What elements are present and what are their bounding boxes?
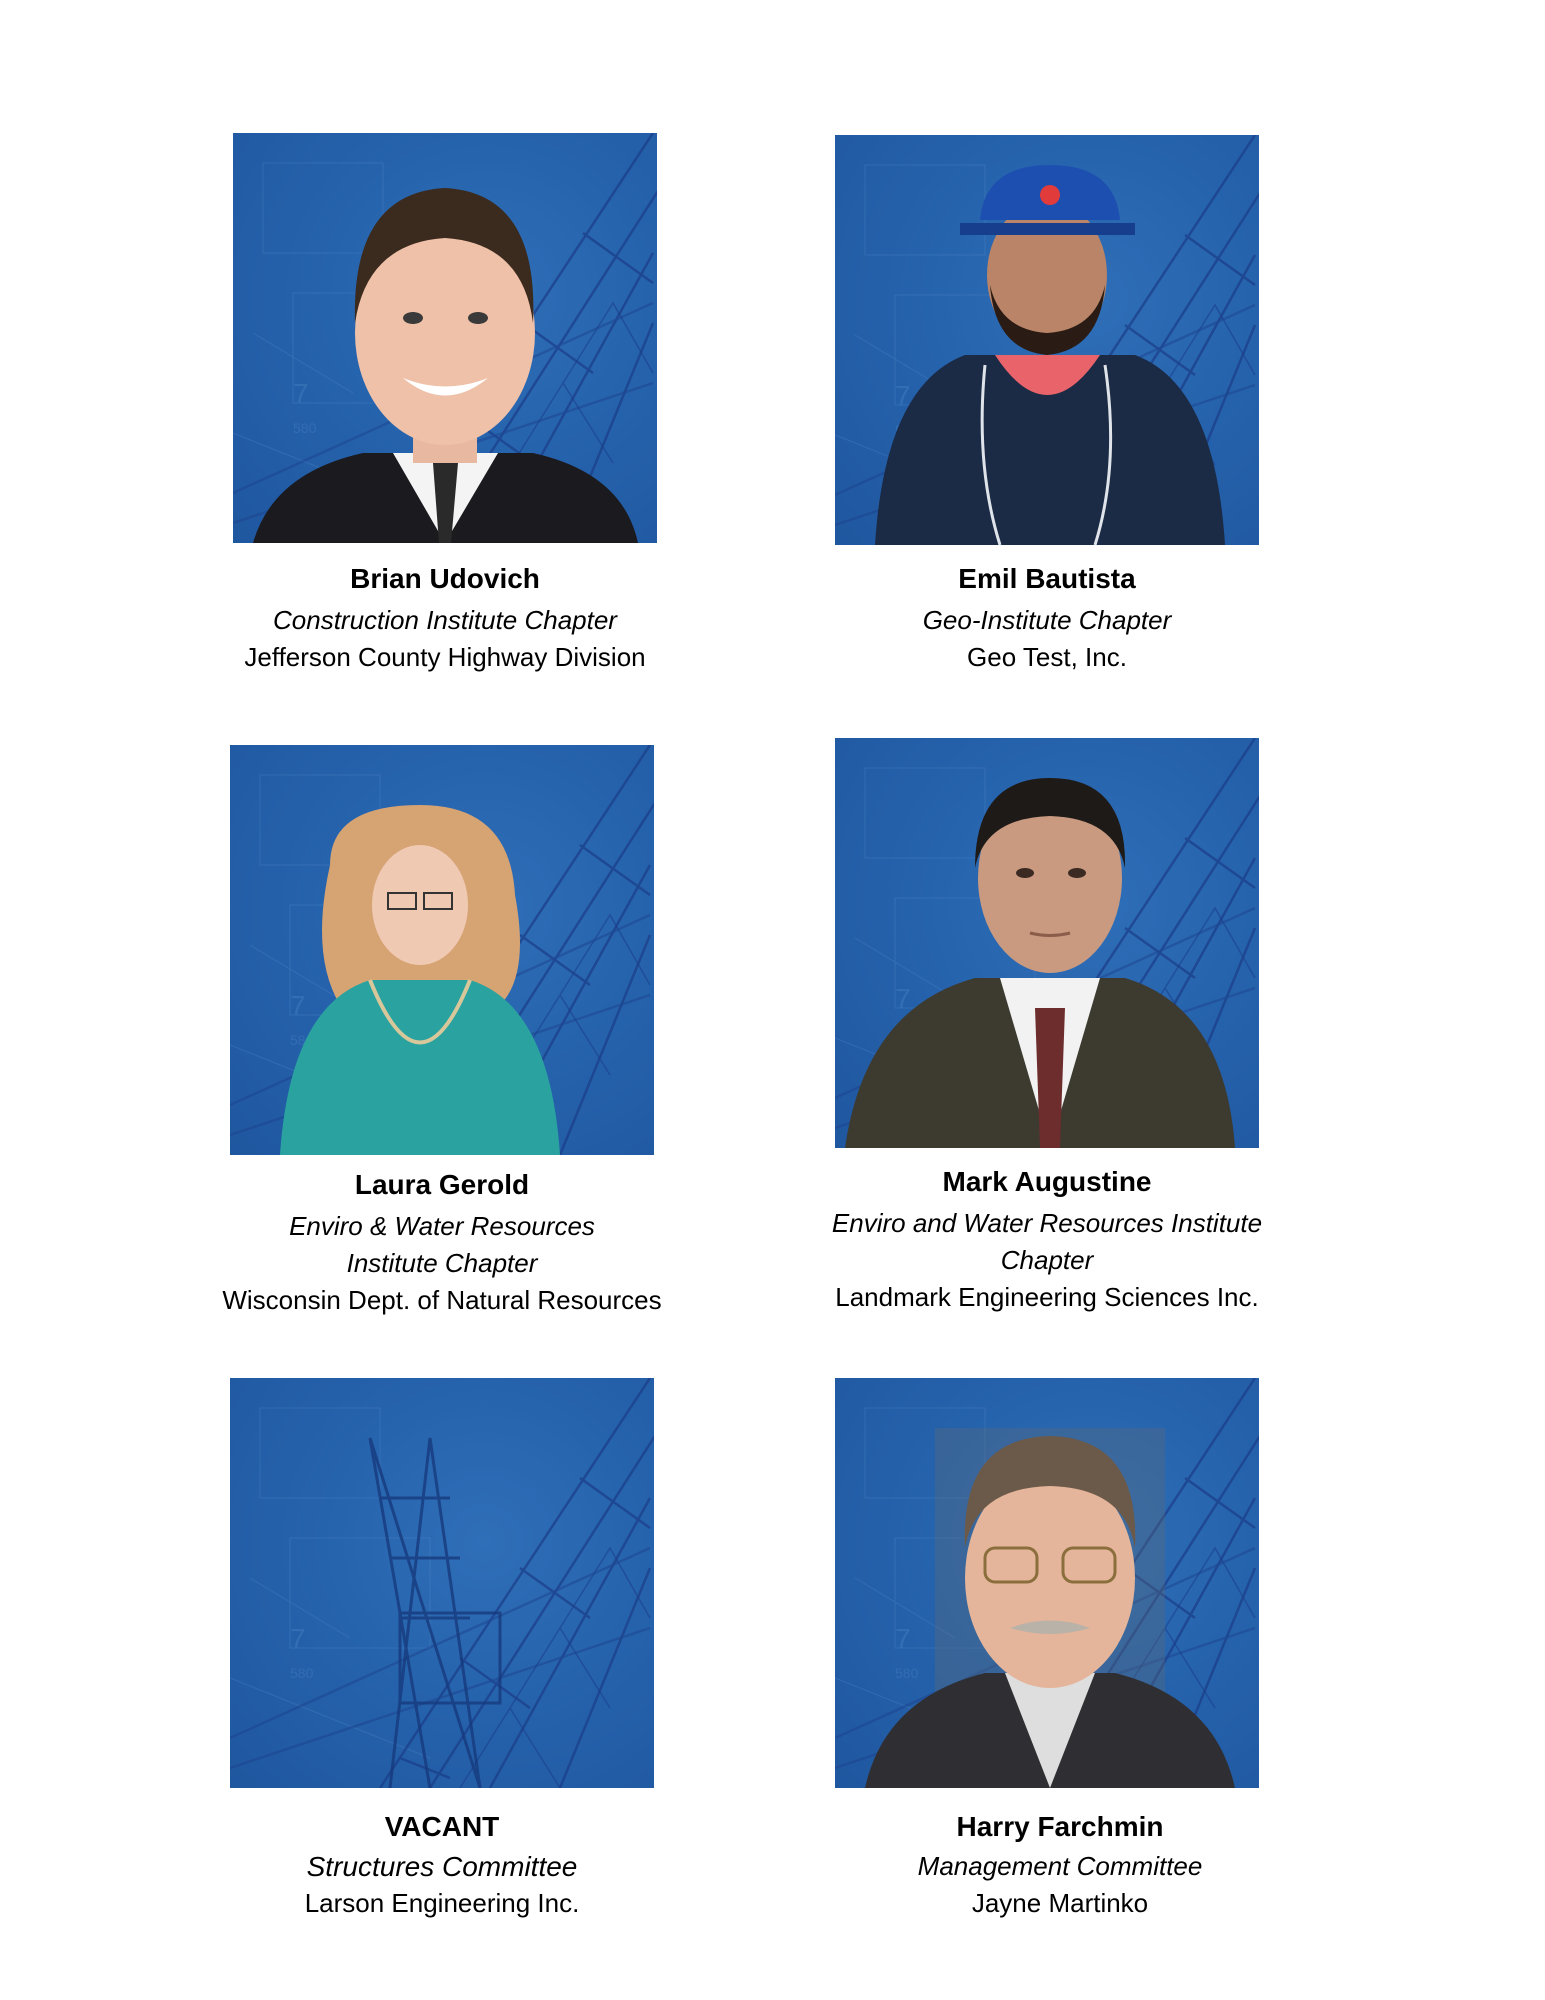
person-role: Management Committee	[917, 1851, 1203, 1881]
photo-mark-augustine	[835, 738, 1259, 1148]
person-name: Mark Augustine	[942, 1166, 1152, 1197]
person-role: Geo-Institute Chapter	[922, 605, 1172, 635]
person-role: Enviro & Water Resources Institute Chapter	[289, 1211, 595, 1278]
person-name: Brian Udovich	[350, 563, 540, 594]
photo-emil-bautista	[835, 135, 1259, 545]
person-org: Jayne Martinko	[971, 1888, 1149, 1918]
person-name: Emil Bautista	[958, 563, 1136, 594]
photo-laura-gerold	[230, 745, 654, 1155]
person-role: Structures Committee	[306, 1851, 578, 1882]
person-org: Geo Test, Inc.	[967, 642, 1127, 672]
person-role: Enviro and Water Resources Institute Chapter	[831, 1208, 1263, 1275]
photo-brian-udovich	[233, 133, 657, 543]
person-name: Harry Farchmin	[956, 1811, 1164, 1842]
person-role: Construction Institute Chapter	[273, 605, 617, 635]
portrait-man-glasses-icon	[835, 1378, 1259, 1788]
portrait-man-suit-icon	[233, 133, 657, 543]
person-org: Jefferson County Highway Division	[244, 642, 646, 672]
person-name: VACANT	[384, 1811, 500, 1842]
person-org: Landmark Engineering Sciences Inc.	[835, 1282, 1259, 1312]
crane-cab-icon	[230, 1378, 654, 1788]
person-name: Laura Gerold	[354, 1169, 530, 1200]
person-org: Wisconsin Dept. of Natural Resources	[222, 1285, 662, 1315]
photo-vacant	[230, 1378, 654, 1788]
photo-harry-farchmin	[835, 1378, 1259, 1788]
person-org: Larson Engineering Inc.	[304, 1888, 580, 1918]
portrait-woman-icon	[230, 745, 654, 1155]
portrait-man-suit-icon	[835, 738, 1259, 1148]
portrait-man-cap-icon	[835, 135, 1259, 545]
